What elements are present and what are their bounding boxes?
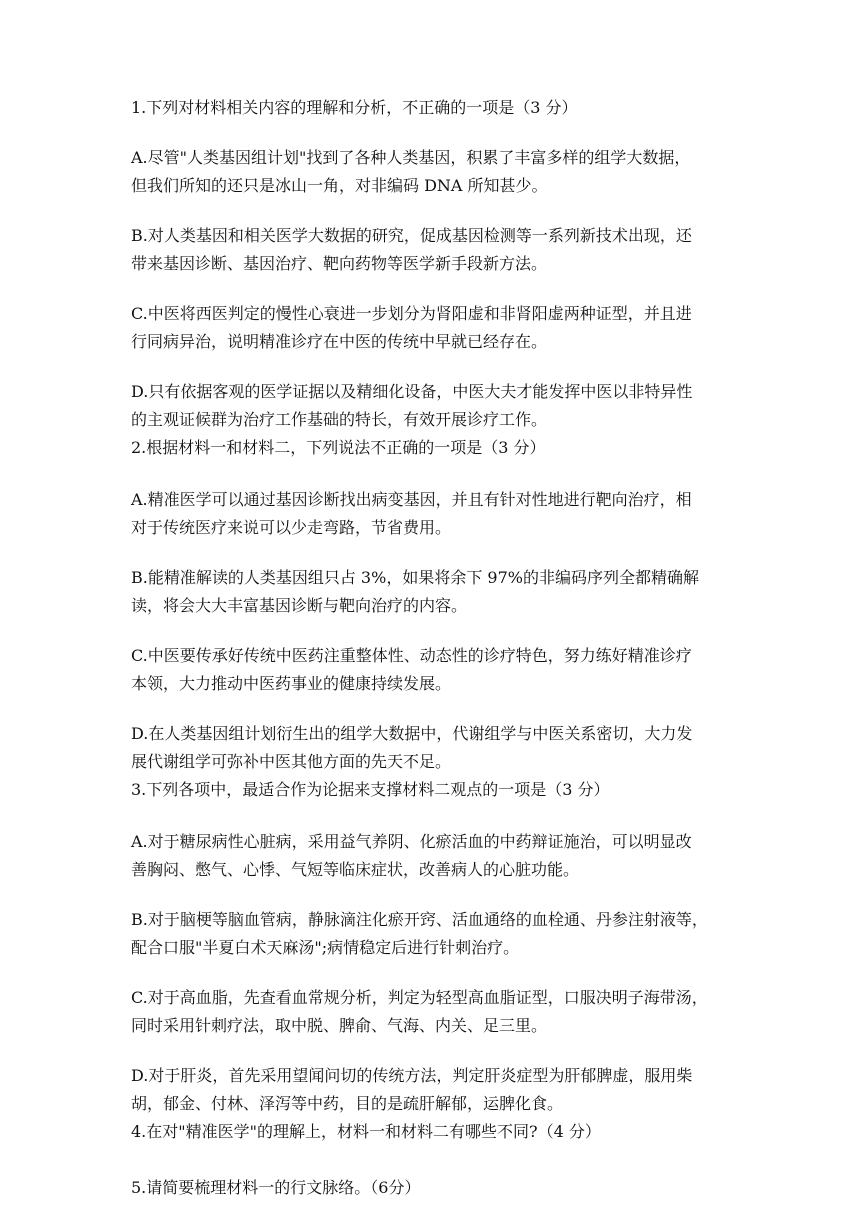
question-5-stem: 5.请简要梳理材料一的行文脉络。（6分） (131, 1178, 421, 1197)
question-3-option-c: C.对于高血脂，先查看血常规分析，判定为轻型高血脂证型，口服决明子海带汤， 同时采用针刺疗法，取中脱、脾俞、气海、内关、足三里。 (131, 988, 708, 1035)
question-2-option-b: B.能精准解读的人类基因组只占 3%，如果将余下 97%的非编码序列全都精确解 读，将会大大丰富基因诊断与靶向治疗的内容。 (131, 568, 699, 615)
question-3-option-b: B.对于脑梗等脑血管病，静脉滴注化瘀开窍、活血通络的血栓通、丹参注射液等， 配合口服"半夏白术天麻汤";病情稳定后进行针刺治疗。 (131, 910, 708, 957)
question-4-stem: 4.在对"精准医学"的理解上，材料一和材料二有哪些不同?（4 分） (131, 1122, 601, 1141)
question-1-stem: 1.下列对材料相关内容的理解和分析，不正确的一项是（3 分） (131, 98, 578, 117)
question-1-option-c: C.中医将西医判定的慢性心衰进一步划分为肾阳虚和非肾阳虚两种证型，并且进 行同病异治，说明精准诊疗在中医的传统中早就已经存在。 (131, 304, 692, 351)
question-2-option-c: C.中医要传承好传统中医药注重整体性、动态性的诊疗特色，努力练好精准诊疗 本领，大力推动中医药事业的健康持续发展。 (131, 646, 692, 693)
question-2-stem: 2.根据材料一和材料二，下列说法不正确的一项是（3 分） (131, 438, 546, 457)
question-1-option-b: B.对人类基因和相关医学大数据的研究，促成基因检测等一系列新技术出现，还 带来基因诊断、基因治疗、靶向药物等医学新手段新方法。 (131, 226, 692, 273)
question-3-option-d: D.对于肝炎，首先采用望闻问切的传统方法，判定肝炎症型为肝郁脾虚，服用柴 胡，郁金、付林、泽泻等中药，目的是疏肝解郁，运脾化食。 (131, 1066, 693, 1113)
question-2-option-d: D.在人类基因组计划衍生出的组学大数据中，代谢组学与中医关系密切，大力发 展代谢组学可弥补中医其他方面的先天不足。 (131, 724, 693, 771)
question-2-option-a: A.精准医学可以通过基因诊断找出病变基因，并且有针对性地进行靶向治疗，相 对于传统医疗来说可以少走弯路，节省费用。 (131, 490, 692, 537)
question-1-option-a: A.尽管"人类基因组计划"找到了各种人类基因，积累了丰富多样的组学大数据， 但我们所知的还只是冰山一角，对非编码 DNA 所知甚少。 (131, 148, 691, 195)
question-3-stem: 3.下列各项中，最适合作为论据来支撑材料二观点的一项是（3 分） (131, 780, 610, 799)
question-3-option-a: A.对于糖尿病性心脏病，采用益气养阴、化瘀活血的中药辩证施治，可以明显改 善胸闷、憋气、心悸、气短等临床症状，改善病人的心脏功能。 (131, 832, 692, 879)
question-1-option-d: D.只有依据客观的医学证据以及精细化设备，中医大夫才能发挥中医以非特异性 的主观证候群为治疗工作基础的特长，有效开展诊疗工作。 (131, 382, 693, 429)
